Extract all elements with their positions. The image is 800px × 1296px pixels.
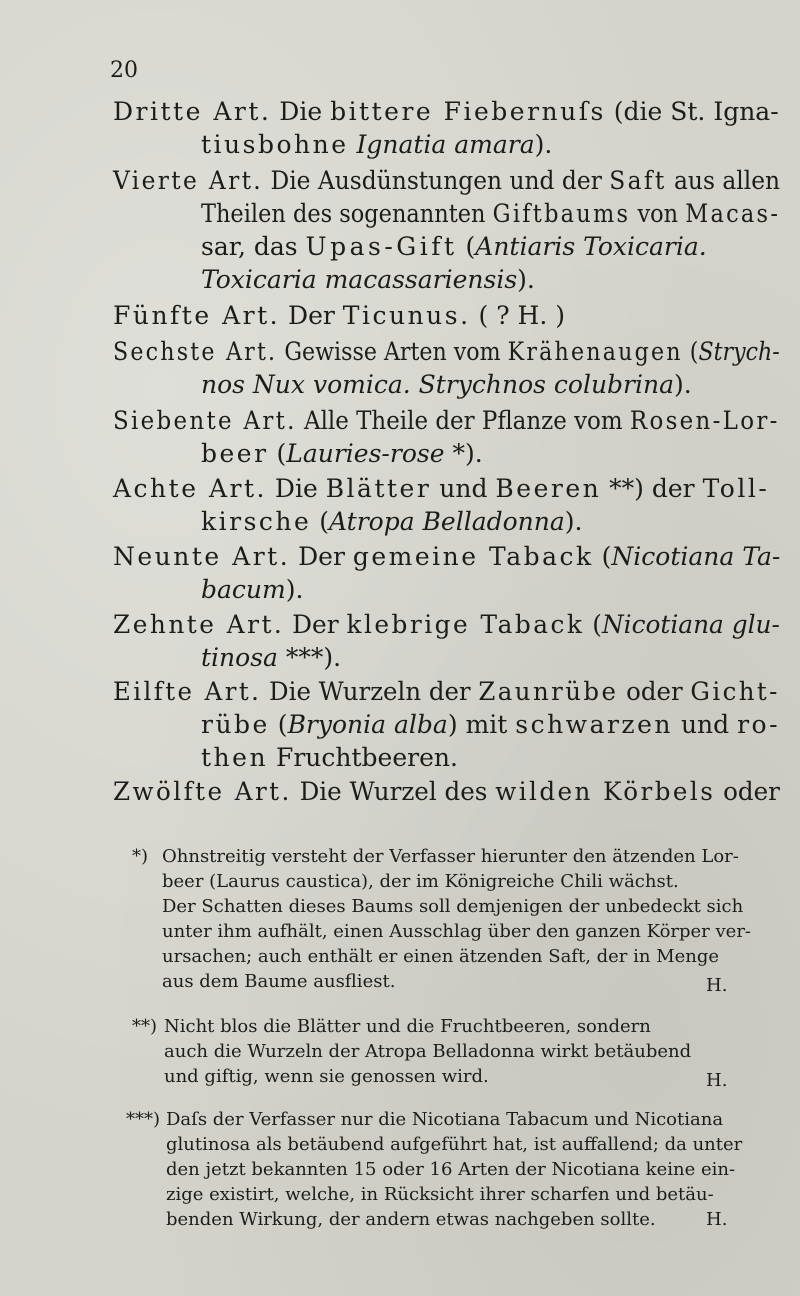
- text-line: Eilfte Art. Die Wurzeln der Zaunrübe oder Gicht-: [113, 677, 780, 706]
- text-line: bacum).: [201, 575, 304, 604]
- footnote-line: Der Schatten dieses Baums soll demjenigen der unbedeckt sich: [162, 896, 744, 917]
- text-line: tinosa ***).: [201, 643, 342, 672]
- footnote-marker: ***): [126, 1109, 161, 1130]
- footnote-marker: **): [132, 1016, 158, 1037]
- text-line: Neunte Art. Der gemeine Taback (Nicotiana Ta-: [113, 542, 781, 571]
- footnote-signature: H.: [706, 1209, 728, 1230]
- text-line: tiusbohne Ignatia amara).: [201, 130, 553, 159]
- footnote-line: benden Wirkung, der andern etwas nachgeben sollte.: [166, 1209, 656, 1230]
- text-line: Siebente Art. Alle Theile der Pflanze vom Rosen-Lor-: [113, 406, 780, 435]
- footnote-signature: H.: [706, 1070, 728, 1091]
- footnote-line: zige existirt, welche, in Rücksicht ihrer scharfen und betäu-: [166, 1184, 714, 1205]
- footnote-line: beer (Laurus caustica), der im Königreiche Chili wächst.: [162, 871, 679, 892]
- text-line: nos Nux vomica. Strychnos colubrina).: [201, 370, 692, 399]
- text-line: Theilen des sogenannten Giftbaums von Macas-: [201, 199, 781, 228]
- page-number: 20: [110, 58, 138, 83]
- text-line: Dritte Art. Die bittere Fiebernuſs (die St. Igna-: [113, 97, 779, 126]
- footnote-line: aus dem Baume ausfliest.: [162, 971, 396, 992]
- footnote-line: Ohnstreitig versteht der Verfasser hierunter den ätzenden Lor-: [162, 846, 739, 867]
- text-line: then Fruchtbeeren.: [201, 743, 458, 772]
- text-line: beer (Lauries-rose *).: [201, 439, 483, 468]
- text-line: sar, das Upas-Gift (Antiaris Toxicaria.: [201, 232, 707, 261]
- text-line: Vierte Art. Die Ausdünstungen und der Saft aus allen: [113, 166, 781, 195]
- text-line: Fünfte Art. Der Ticunus. ( ? H. ): [113, 301, 565, 330]
- footnote-line: Daſs der Verfasser nur die Nicotiana Tabacum und Nicotiana: [166, 1109, 724, 1130]
- text-line: Achte Art. Die Blätter und Beeren **) der Toll-: [113, 474, 770, 503]
- footnote-signature: H.: [706, 975, 728, 996]
- text-line: kirsche (Atropa Belladonna).: [201, 507, 583, 536]
- text-line: rübe (Bryonia alba) mit schwarzen und ro-: [201, 710, 781, 739]
- footnote-line: ursachen; auch enthält er einen ätzenden Saft, der in Menge: [162, 946, 720, 967]
- footnote-line: und giftig, wenn sie genossen wird.: [164, 1066, 489, 1087]
- text-line: Zehnte Art. Der klebrige Taback (Nicotiana glu-: [113, 610, 780, 639]
- text-line: Sechste Art. Gewisse Arten vom Krähenaugen (Strych-: [113, 337, 780, 366]
- text-line: Toxicaria macassariensis).: [201, 265, 535, 294]
- footnote-line: unter ihm aufhält, einen Ausschlag über den ganzen Körper ver-: [162, 921, 752, 942]
- footnote-line: auch die Wurzeln der Atropa Belladonna wirkt betäubend: [164, 1041, 692, 1062]
- footnote-line: glutinosa als betäubend aufgeführt hat, ist auffallend; da unter: [166, 1134, 743, 1155]
- footnote-line: den jetzt bekannten 15 oder 16 Arten der Nicotiana keine ein-: [166, 1159, 736, 1180]
- footnote-marker: *): [132, 846, 149, 867]
- footnote-line: Nicht blos die Blätter und die Fruchtbeeren, sondern: [164, 1016, 651, 1037]
- text-line: Zwölfte Art. Die Wurzel des wilden Körbels oder: [113, 777, 780, 806]
